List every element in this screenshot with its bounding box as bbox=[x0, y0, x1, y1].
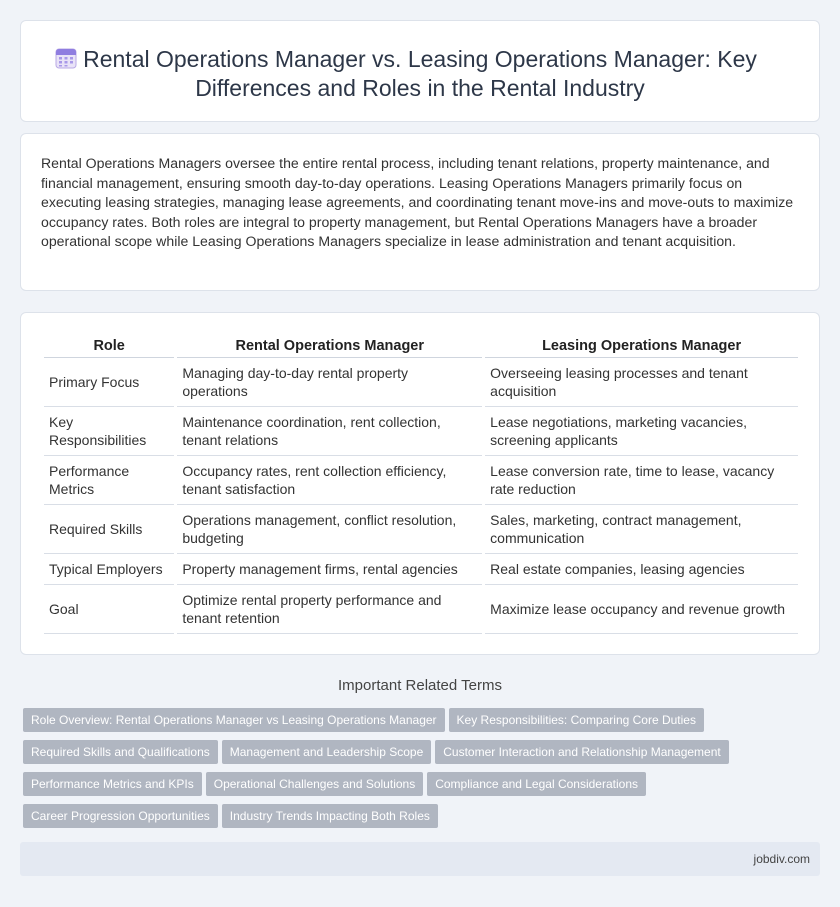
table-row bbox=[44, 554, 798, 585]
table-row bbox=[44, 456, 798, 505]
table-cell-role: Key Responsibilities bbox=[44, 407, 174, 456]
comparison-table bbox=[41, 332, 801, 634]
related-terms-title: Important Related Terms bbox=[338, 677, 502, 694]
footer-site-link[interactable]: jobdiv.com bbox=[753, 852, 810, 866]
table-cell-rental: Operations management, conflict resolution, budgeting bbox=[177, 505, 482, 554]
table-row bbox=[44, 358, 798, 407]
table-cell-role: Primary Focus bbox=[44, 358, 174, 407]
related-term-tag[interactable]: Career Progression Opportunities bbox=[23, 804, 218, 828]
tag-row bbox=[23, 804, 823, 836]
related-term-tag[interactable]: Management and Leadership Scope bbox=[222, 740, 431, 764]
related-term-tag[interactable]: Operational Challenges and Solutions bbox=[206, 772, 423, 796]
column-header-leasing: Leasing Operations Manager bbox=[485, 332, 798, 358]
table-cell-leasing: Lease negotiations, marketing vacancies, screening applicants bbox=[485, 407, 798, 456]
related-term-tag[interactable]: Industry Trends Impacting Both Roles bbox=[222, 804, 438, 828]
tag-row bbox=[23, 708, 823, 740]
table-header-row bbox=[44, 332, 798, 358]
related-term-tag[interactable]: Customer Interaction and Relationship Management bbox=[435, 740, 729, 764]
related-terms-tags bbox=[23, 708, 823, 836]
intro-paragraph: Rental Operations Managers oversee the entire rental process, including tenant relations, property maintenance, and financial management, ensuring smooth day-to-day operations. Leasing Operations Managers primarily focus on executing leasing strategies, managing lease agreements, and coordinating tenant move-ins and move-outs to maximize occupancy rates. Both roles are integral to property management, but Rental Operations Managers have a broader operational scope while Leasing Operations Managers specialize in lease administration and tenant acquisition. bbox=[41, 155, 794, 249]
table-row bbox=[44, 407, 798, 456]
table-cell-leasing: Lease conversion rate, time to lease, vacancy rate reduction bbox=[485, 456, 798, 505]
column-header-rental: Rental Operations Manager bbox=[177, 332, 482, 358]
table-row bbox=[44, 505, 798, 554]
table-cell-rental: Property management firms, rental agencies bbox=[177, 554, 482, 585]
column-header-role: Role bbox=[44, 332, 174, 358]
related-term-tag[interactable]: Required Skills and Qualifications bbox=[23, 740, 218, 764]
tag-row bbox=[23, 772, 823, 804]
related-term-tag[interactable]: Performance Metrics and KPIs bbox=[23, 772, 202, 796]
footer bbox=[20, 842, 820, 876]
table-cell-leasing: Sales, marketing, contract management, communication bbox=[485, 505, 798, 554]
table-cell-leasing: Maximize lease occupancy and revenue growth bbox=[485, 585, 798, 634]
related-term-tag[interactable]: Role Overview: Rental Operations Manager vs Leasing Operations Manager bbox=[23, 708, 445, 732]
table-cell-rental: Managing day-to-day rental property operations bbox=[177, 358, 482, 407]
table-cell-rental: Occupancy rates, rent collection efficiency, tenant satisfaction bbox=[177, 456, 482, 505]
comparison-table-card bbox=[20, 312, 820, 655]
intro-card bbox=[20, 133, 820, 291]
table-cell-rental: Optimize rental property performance and tenant retention bbox=[177, 585, 482, 634]
header-card bbox=[20, 20, 820, 122]
table-row bbox=[44, 585, 798, 634]
related-term-tag[interactable]: Compliance and Legal Considerations bbox=[427, 772, 646, 796]
table-cell-leasing: Overseeing leasing processes and tenant acquisition bbox=[485, 358, 798, 407]
tag-row bbox=[23, 740, 823, 772]
table-cell-role: Performance Metrics bbox=[44, 456, 174, 505]
table-cell-role: Required Skills bbox=[44, 505, 174, 554]
table-cell-rental: Maintenance coordination, rent collection, tenant relations bbox=[177, 407, 482, 456]
table-cell-role: Goal bbox=[44, 585, 174, 634]
related-term-tag[interactable]: Key Responsibilities: Comparing Core Duties bbox=[449, 708, 704, 732]
page-title: Rental Operations Manager vs. Leasing Operations Manager: Key Differences and Roles in the Rental Industry bbox=[83, 46, 757, 101]
table-cell-role: Typical Employers bbox=[44, 554, 174, 585]
table-cell-leasing: Real estate companies, leasing agencies bbox=[485, 554, 798, 585]
